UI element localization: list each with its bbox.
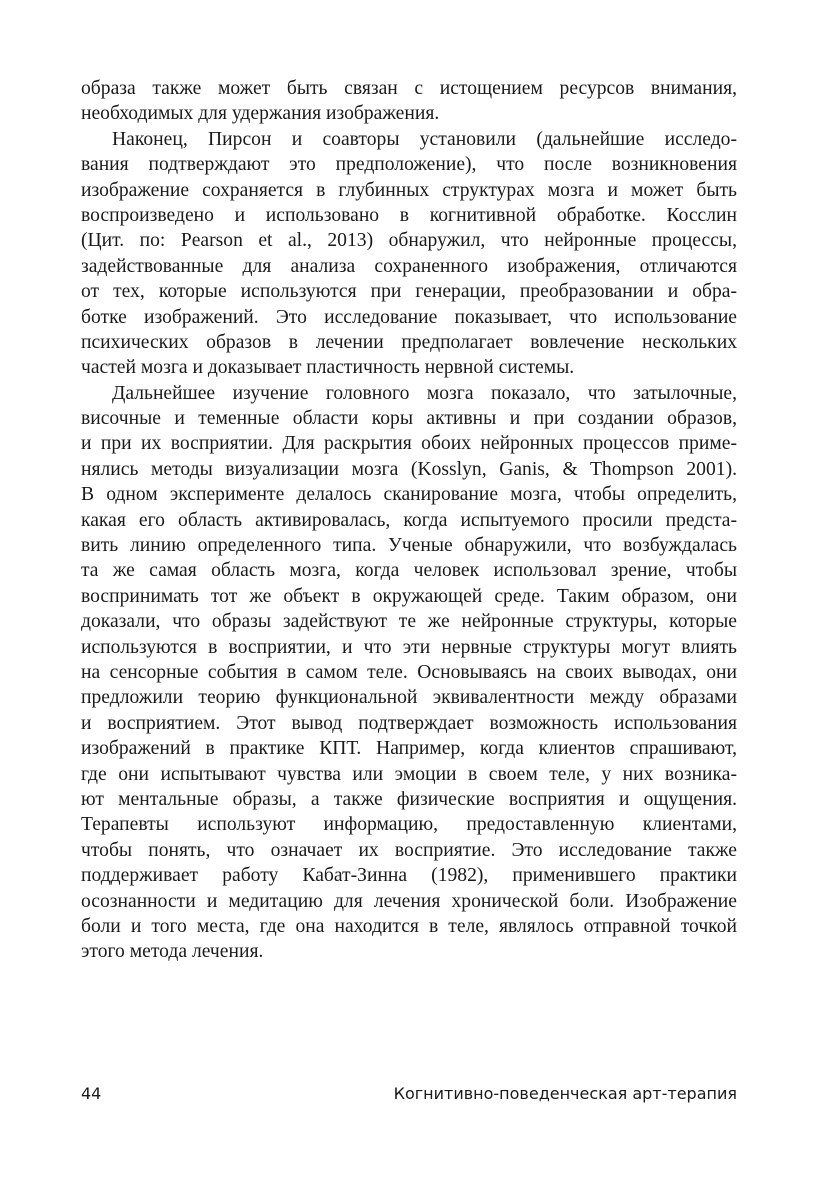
text-line: этого метода лечения. xyxy=(81,941,264,963)
text-line: изображений в практике КПТ. Например, когда клиентов спрашивают, xyxy=(81,738,737,760)
text-line: (Цит. по: Pearson et al., 2013) обнаружил, что нейронные процессы, xyxy=(81,230,737,252)
text-line: воспринимать тот же объект в окружающей среде. Таким образом, они xyxy=(81,585,737,607)
text-line: ботке изображений. Это исследование показывает, что использование xyxy=(81,306,737,328)
text-line: чтобы понять, что означает их восприятие. Это исследование также xyxy=(81,839,737,861)
text-line: где они испытывают чувства или эмоции в своем теле, у них возника- xyxy=(81,763,737,785)
text-line: В одном эксперименте делалось сканирование мозга, чтобы определить, xyxy=(81,484,737,506)
text-line: предложили теорию функциональной эквивалентности между образами xyxy=(81,687,737,709)
text-line: образа также может быть связан с истощением ресурсов внимания, xyxy=(81,78,737,99)
text-line: поддерживает работу Кабат-Зинна (1982), применившего практики xyxy=(81,865,737,887)
text-line: задействованные для анализа сохраненного изображения, отличаются xyxy=(81,255,737,277)
text-line: Наконец, Пирсон и соавторы установили (дальнейшие исследо- xyxy=(112,128,737,150)
page-number: 44 xyxy=(81,1084,102,1103)
text-line: и восприятием. Этот вывод подтверждает возможность использования xyxy=(81,712,737,734)
text-line: изображение сохраняется в глубинных структурах мозга и может быть xyxy=(81,179,737,201)
text-line: вания подтверждают это предположение), что после возникновения xyxy=(81,154,737,176)
text-line: и при их восприятии. Для раскрытия обоих нейронных процессов приме- xyxy=(81,433,737,455)
text-line: какая его область активировалась, когда испытуемого просили предста- xyxy=(81,509,737,531)
running-title: Когнитивно-поведенческая арт-терапия xyxy=(393,1084,737,1103)
text-line: ют ментальные образы, а также физические восприятия и ощущения. xyxy=(81,788,737,810)
text-line: нялись методы визуализации мозга (Kosslyn, Ganis, & Thompson 2001). xyxy=(81,458,737,480)
text-line: та же самая область мозга, когда человек использовал зрение, чтобы xyxy=(81,560,737,582)
text-line: боли и того места, где она находится в теле, являлось отправной точкой xyxy=(81,915,737,937)
text-line: вить линию определенного типа. Ученые обнаружили, что возбуждалась xyxy=(81,535,737,557)
page-footer xyxy=(81,1080,737,1110)
text-line: височные и теменные области коры активны и при создании образов, xyxy=(81,408,737,430)
text-line: осознанности и медитацию для лечения хронической боли. Изображение xyxy=(81,890,737,912)
text-line: частей мозга и доказывает пластичность нервной системы. xyxy=(81,357,575,379)
text-line: используются в восприятии, и что эти нервные структуры могут влиять xyxy=(81,636,737,658)
body-text xyxy=(81,76,737,965)
text-line: от тех, которые используются при генерации, преобразовании и обра- xyxy=(81,281,737,303)
text-line: доказали, что образы задействуют те же нейронные структуры, которые xyxy=(81,611,737,633)
text-line: психических образов в лечении предполагает вовлечение нескольких xyxy=(81,331,737,353)
text-line: на сенсорные события в самом теле. Основываясь на своих выводах, они xyxy=(81,661,737,683)
text-line: необходимых для удержания изображения. xyxy=(81,103,440,125)
text-line: Дальнейшее изучение головного мозга показало, что затылочные, xyxy=(112,382,737,404)
text-line: Терапевты используют информацию, предоставленную клиентами, xyxy=(81,814,737,836)
text-line: воспроизведено и использовано в когнитивной обработке. Косслин xyxy=(81,204,737,226)
